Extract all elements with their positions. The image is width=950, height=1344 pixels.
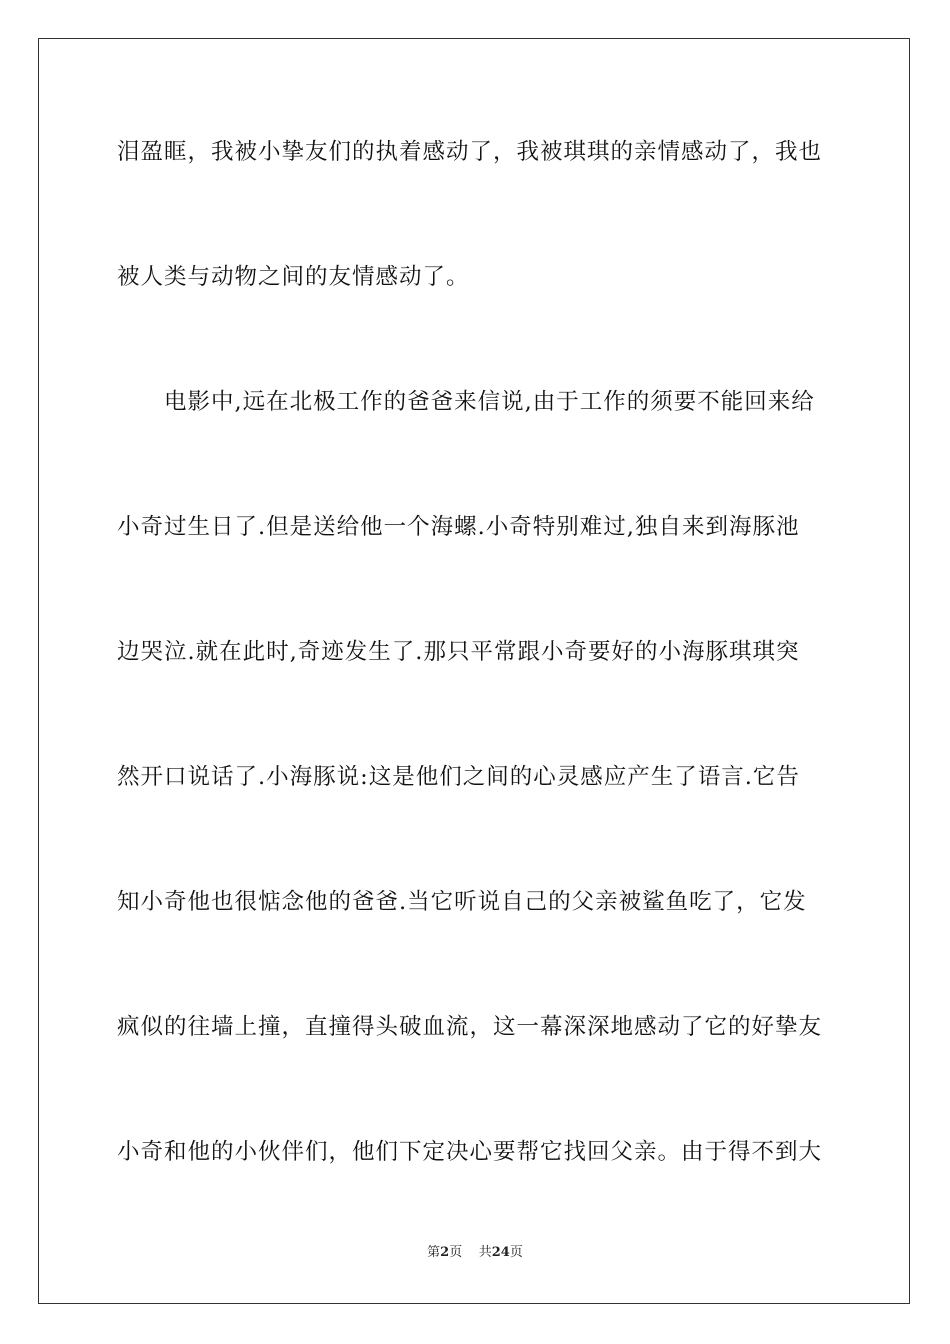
- text-line-7: 知小奇他也很惦念他的爸爸.当它听说自己的父亲被鲨鱼吃了，它发: [117, 889, 807, 915]
- page-border: [38, 38, 910, 1304]
- text-line-8: 疯似的往墙上撞，直撞得头破血流，这一幕深深地感动了它的好挚友: [117, 1014, 823, 1040]
- text-line-9: 小奇和他的小伙伴们，他们下定决心要帮它找回父亲。由于得不到大: [117, 1139, 823, 1165]
- text-line-1: 泪盈眶，我被小挚友们的执着感动了，我被琪琪的亲情感动了，我也: [117, 139, 823, 165]
- text-line-2: 被人类与动物之间的友情感动了。: [117, 264, 470, 290]
- text-line-5: 边哭泣.就在此时,奇迹发生了.那只平常跟小奇要好的小海豚琪琪突: [117, 639, 800, 665]
- text-line-4: 小奇过生日了.但是送给他一个海螺.小奇特别难过,独自来到海豚池: [117, 514, 800, 540]
- page-prefix: 第: [427, 1245, 441, 1260]
- total-prefix: 共: [478, 1245, 492, 1260]
- total-pages: 24: [491, 1245, 510, 1260]
- page-number: 2: [440, 1245, 450, 1260]
- page-suffix: 页: [449, 1245, 463, 1260]
- total-suffix: 页: [509, 1245, 523, 1260]
- text-line-3: 电影中,远在北极工作的爸爸来信说,由于工作的须要不能回来给: [117, 389, 815, 415]
- page-footer: [0, 1244, 950, 1262]
- text-line-6: 然开口说话了.小海豚说:这是他们之间的心灵感应产生了语言.它告: [117, 764, 800, 790]
